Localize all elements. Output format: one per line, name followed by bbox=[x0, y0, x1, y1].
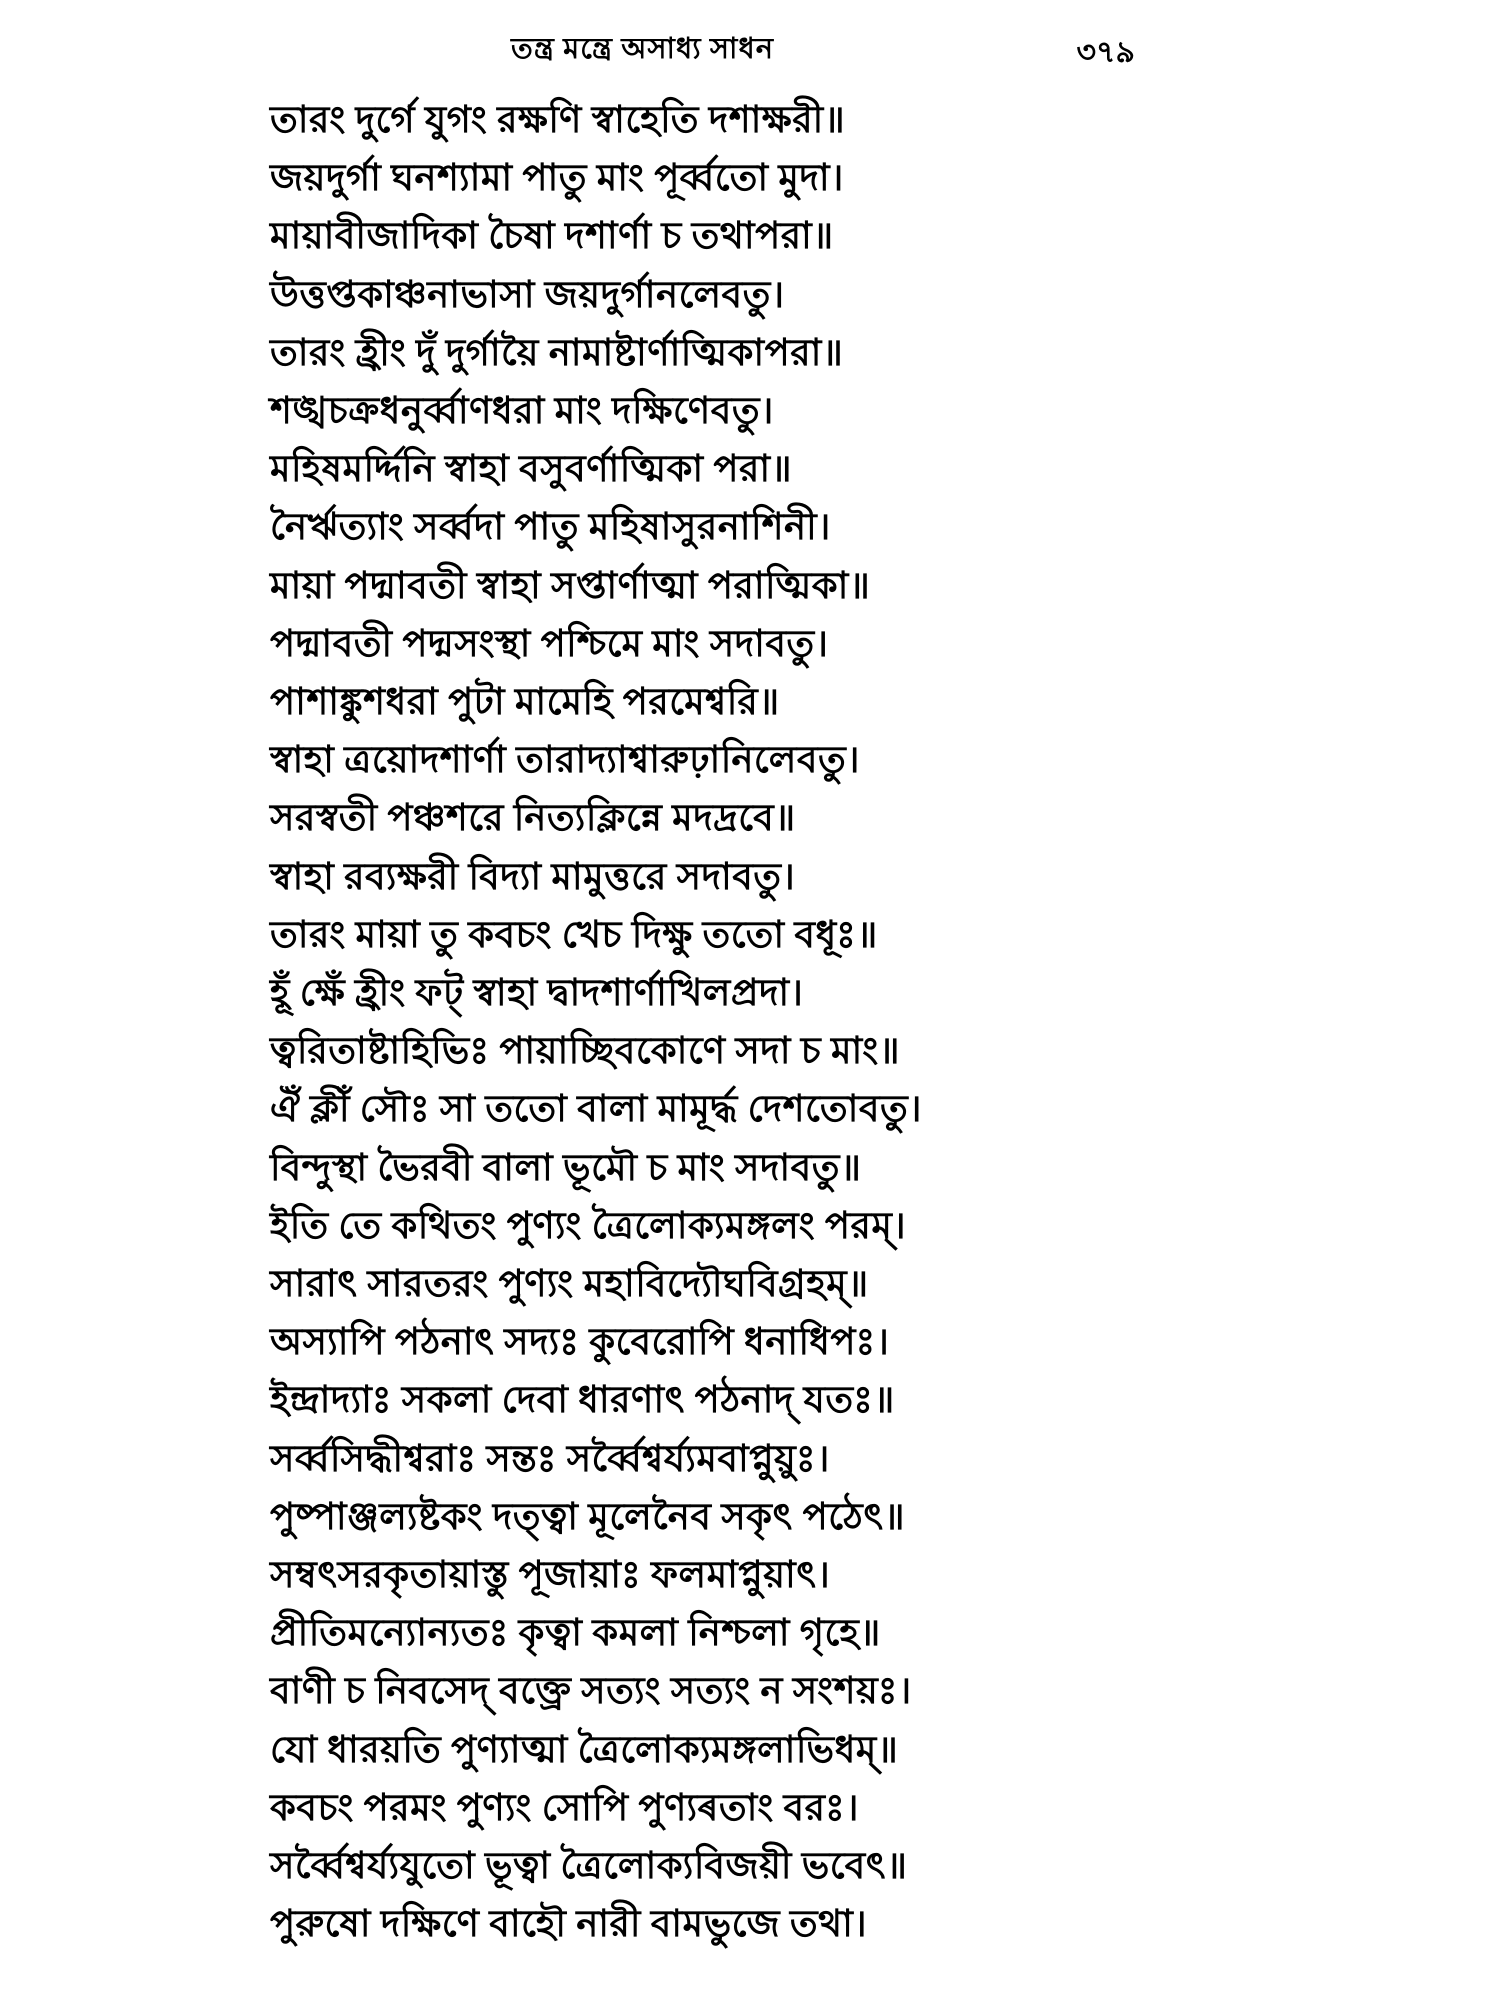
verse-line: মহিষমর্দ্দিনি স্বাহা বসুবর্ণাত্মিকা পরা॥ bbox=[270, 449, 793, 491]
verse-line: ঐঁ ক্লীঁ সৌঃ সা ততো বালা মামূর্দ্ধ দেশতোবতু। bbox=[270, 1089, 922, 1131]
verse-line: সম্বৎসরকৃতায়াস্তু পূজায়াঃ ফলমাপ্নুয়াৎ। bbox=[270, 1555, 831, 1597]
verse-line: নৈর্ঋত্যাং সর্ব্বদা পাতু মহিষাসুরনাশিনী। bbox=[270, 507, 831, 549]
verse-line: সরস্বতী পঞ্চশরে নিত্যক্লিন্নে মদদ্রবে॥ bbox=[270, 798, 796, 840]
running-header bbox=[0, 26, 1500, 70]
verse-line: স্বাহা রব্যক্ষরী বিদ্যা মামুত্তরে সদাবতু। bbox=[270, 856, 796, 898]
verse-line: ত্বরিতাষ্টাহিভিঃ পায়াচ্ছিবকোণে সদা চ মাং॥ bbox=[270, 1031, 901, 1073]
verse-line: বিন্দুস্থা ভৈরবী বালা ভূমৌ চ মাং সদাবতু॥ bbox=[270, 1147, 862, 1189]
verse-line: প্রীতিমন্যোন্যতঃ কৃত্বা কমলা নিশ্চলা গৃহে॥ bbox=[270, 1613, 881, 1655]
verse-line: ইতি তে কথিতং পুণ্যং ত্রৈলোক্যমঙ্গলং পরম্। bbox=[270, 1205, 907, 1247]
page-number: ৩৭৯ bbox=[1076, 36, 1135, 69]
verse-line: অস্যাপি পঠনাৎ সদ্যঃ কুবেরোপি ধনাধিপঃ। bbox=[270, 1322, 890, 1364]
verse-line: সর্ব্বৈশ্বৰ্য্যযুতো ভূত্বা ত্রৈলোক্যবিজয়ী ভবেৎ॥ bbox=[270, 1846, 908, 1888]
verse-line: পদ্মাবতী পদ্মসংস্থা পশ্চিমে মাং সদাবতু। bbox=[270, 623, 829, 665]
verse-line: পুষ্পাঞ্জল্যষ্টকং দত্ত্বা মূলেনৈব সকৃৎ পঠেৎ॥ bbox=[270, 1496, 906, 1538]
verse-line: মায়া পদ্মাবতী স্বাহা সপ্তার্ণাত্মা পরাত্মিকা॥ bbox=[270, 565, 871, 607]
verse-line: ইন্দ্রাদ্যাঃ সকলা দেবা ধারণাৎ পঠনাদ্ যতঃ॥ bbox=[270, 1380, 895, 1422]
verse-line: শঙ্খচক্রধনুর্ব্বাণধরা মাং দক্ষিণেবতু। bbox=[270, 391, 774, 433]
verse-line: পুরুষো দক্ষিণে বাহৌ নারী বামভুজে তথা। bbox=[270, 1904, 868, 1946]
verse-line: স্বাহা ত্রয়োদশার্ণা তারাদ্যাশ্বারুঢ়ানিলেবতু। bbox=[270, 740, 860, 782]
verse-line: তারং মায়া তু কবচং খেচ দিক্ষু ততো বধূঃ॥ bbox=[270, 914, 878, 956]
verse-line: তারং হ্রীং দুঁ দুর্গায়ৈ নামাষ্টার্ণাত্মিকাপরা॥ bbox=[270, 332, 844, 374]
verse-line: পাশাঙ্কুশধরা পুটা মামেহি পরমেশ্বরি॥ bbox=[270, 682, 780, 724]
verse-block bbox=[270, 92, 1050, 1955]
verse-line: সর্ব্বসিদ্ধীশ্বরাঃ সন্তঃ সর্ব্বৈশ্বর্য্যমবাপ্নুয়ুঃ। bbox=[270, 1438, 830, 1480]
verse-line: তারং দুর্গে যুগং রক্ষণি স্বাহেতি দশাক্ষরী॥ bbox=[270, 100, 846, 141]
page-title: তন্ত্র মন্ত্রে অসাধ্য সাধন bbox=[510, 33, 775, 65]
verse-line: কবচং পরমং পুণ্যং সোপি পুণ্যৰতাং বরঃ। bbox=[270, 1787, 859, 1829]
verse-line: সারাৎ সারতরং পুণ্যং মহাবিদ্যৌঘবিগ্রহম্॥ bbox=[270, 1264, 869, 1306]
verse-line: জয়দুর্গা ঘনশ্যামা পাতু মাং পূর্ব্বতো মুদা। bbox=[270, 158, 844, 200]
verse-line: যো ধারয়তি পুণ্যাত্মা ত্রৈলোক্যমঙ্গলাভিধম্॥ bbox=[270, 1729, 899, 1771]
verse-line: উত্তপ্তকাঞ্চনাভাসা জয়দুর্গানলেবতু। bbox=[270, 274, 785, 316]
verse-line: মায়াবীজাদিকা চৈষা দশার্ণা চ তথাপরা॥ bbox=[270, 216, 834, 258]
verse-line: হূঁ ক্ষেঁ হ্রীং ফট্ স্বাহা দ্বাদশার্ণাখিলপ্রদা। bbox=[270, 973, 804, 1015]
verse-line: বাণী চ নিবসেদ্ বক্ত্রে সত্যং সত্যং ন সংশয়ঃ। bbox=[270, 1671, 912, 1713]
